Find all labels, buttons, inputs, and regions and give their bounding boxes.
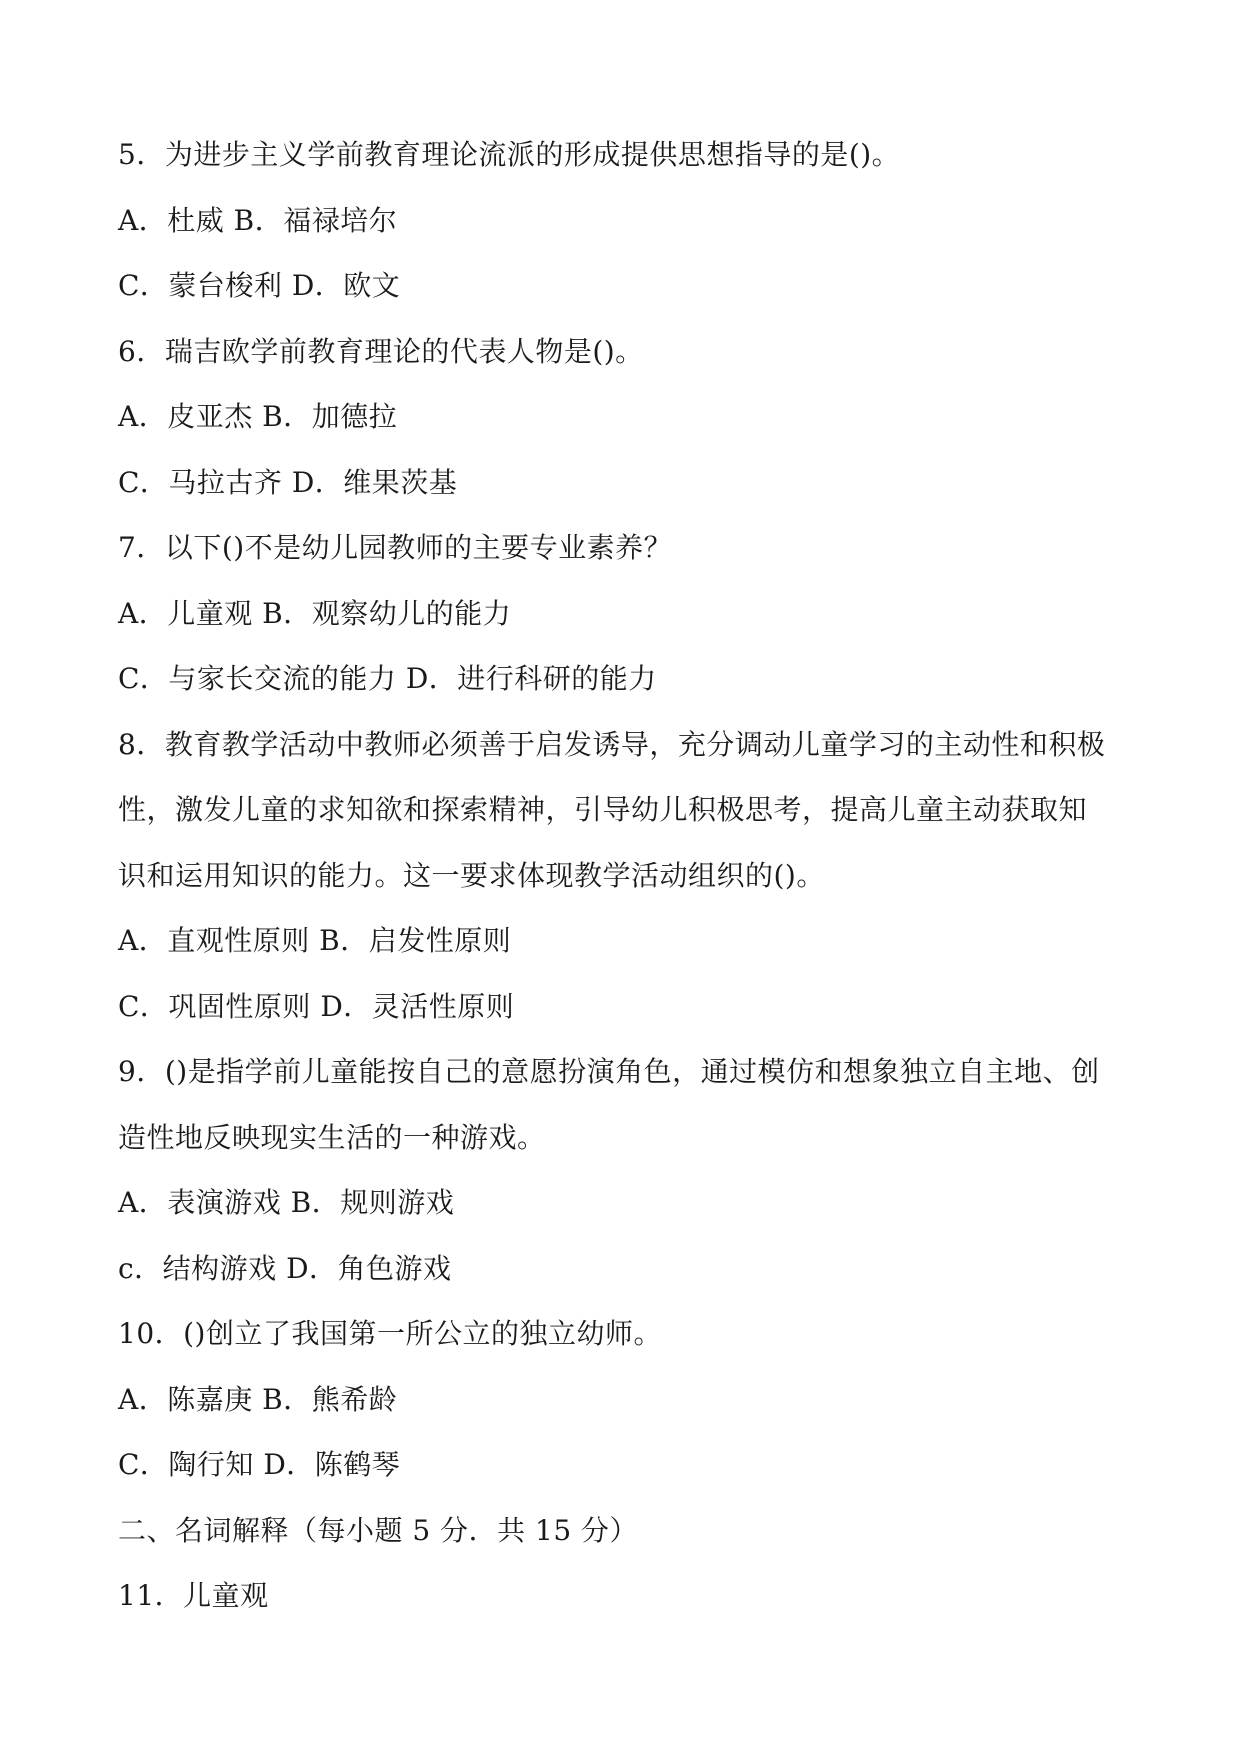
question-5-options-cd: C．蒙台梭利 D．欧文 <box>118 269 401 302</box>
question-8-stem-line-1: 8．教育教学活动中教师必须善于启发诱导，充分调动儿童学习的主动性和积极 <box>118 727 1106 761</box>
question-6-options-ab: A．皮亚杰 B．加德拉 <box>118 400 398 433</box>
question-8-options-cd: C．巩固性原则 D．灵活性原则 <box>118 989 515 1023</box>
question-9-options-cd: c．结构游戏 D．角色游戏 <box>118 1251 452 1285</box>
question-10-options-ab: A．陈嘉庚 B．熊希龄 <box>118 1382 398 1416</box>
question-9-options-ab: A．表演游戏 B．规则游戏 <box>118 1186 455 1219</box>
question-10-stem: 10．()创立了我国第一所公立的独立幼师。 <box>118 1317 662 1350</box>
section-heading-term-explanation: 二、名词解释（每小题 5 分．共 15 分） <box>118 1513 639 1547</box>
question-11-stem: 11．儿童观 <box>118 1579 269 1612</box>
question-7-options-ab: A．儿童观 B．观察幼儿的能力 <box>118 596 512 630</box>
question-9-stem-line-1: 9．()是指学前儿童能按自己的意愿扮演角色，通过模仿和想象独立自主地、创 <box>118 1055 1100 1088</box>
question-6-stem: 6．瑞吉欧学前教育理论的代表人物是()。 <box>118 334 644 368</box>
question-8-stem-line-3: 识和运用知识的能力。这一要求体现教学活动组织的()。 <box>118 858 825 892</box>
question-9-stem-line-2: 造性地反映现实生活的一种游戏。 <box>118 1120 546 1154</box>
question-7-stem: 7．以下()不是幼儿园教师的主要专业素养？ <box>118 531 673 564</box>
question-5-options-ab: A．杜威 B．福禄培尔 <box>118 203 398 237</box>
document-body <box>118 122 1128 1629</box>
question-5-stem: 5．为进步主义学前教育理论流派的形成提供思想指导的是()。 <box>118 138 901 171</box>
question-8-stem-line-2: 性，激发儿童的求知欲和探索精神，引导幼儿积极思考，提高儿童主动获取知 <box>118 793 1088 826</box>
question-6-options-cd: C．马拉古齐 D．维果茨基 <box>118 465 458 499</box>
question-7-options-cd: C．与家长交流的能力 D．进行科研的能力 <box>118 662 657 695</box>
question-10-options-cd: C．陶行知 D．陈鹤琴 <box>118 1448 401 1481</box>
question-8-options-ab: A．直观性原则 B．启发性原则 <box>118 924 512 957</box>
